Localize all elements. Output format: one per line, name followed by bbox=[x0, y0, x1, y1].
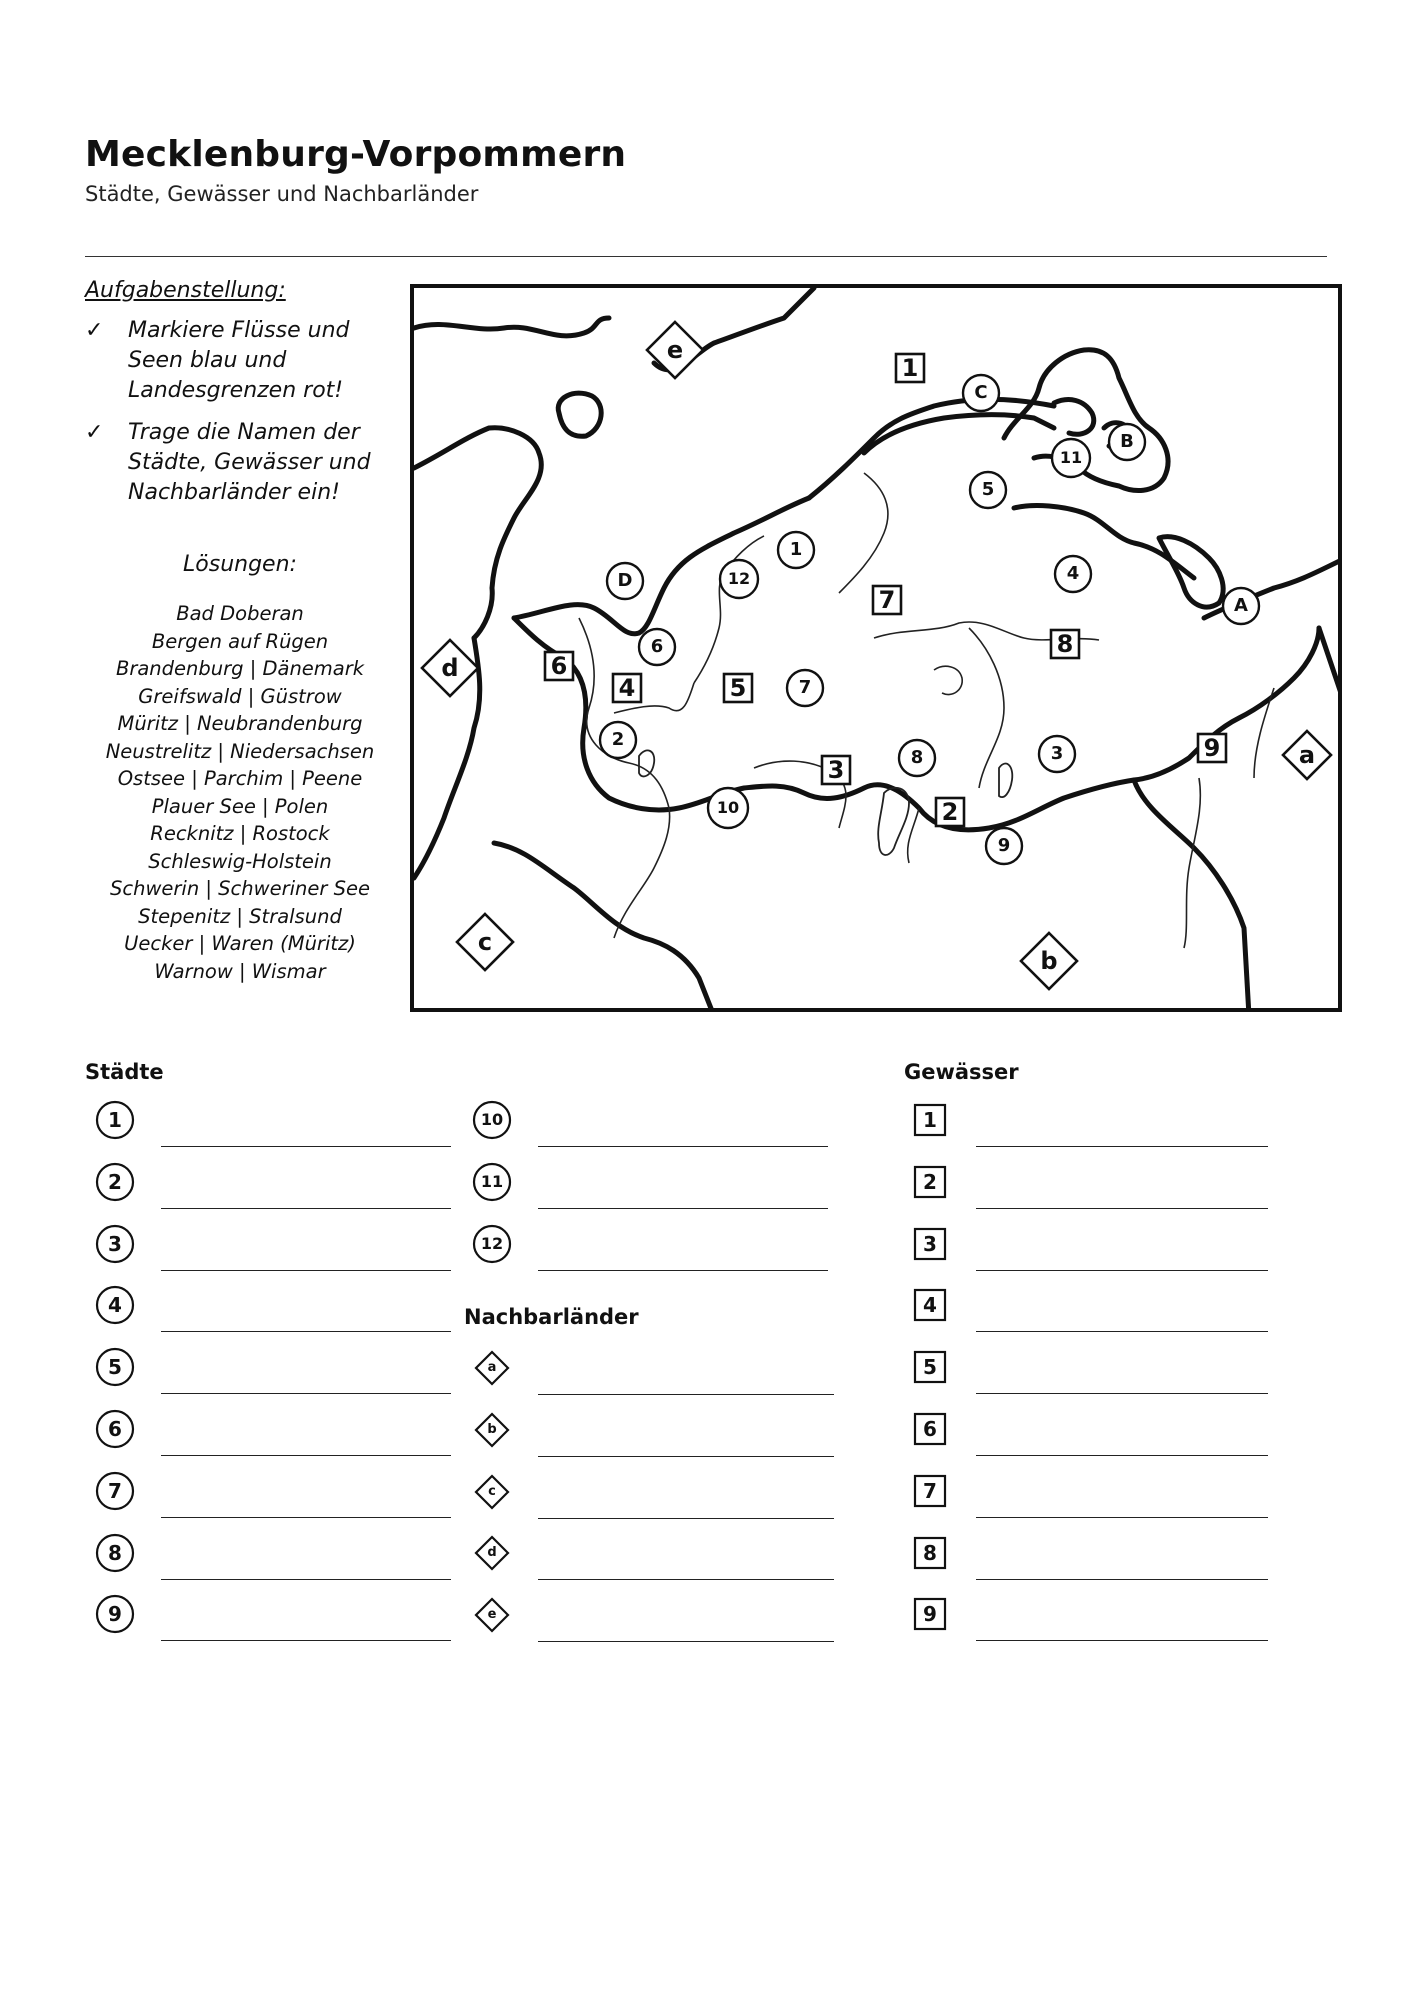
answer-line[interactable] bbox=[538, 1641, 834, 1642]
map-city-label: 9 bbox=[997, 835, 1011, 856]
solution-line: Uecker | Waren (Müritz) bbox=[124, 932, 356, 955]
cities-marker-label: 2 bbox=[108, 1169, 122, 1194]
task-item-2 bbox=[85, 418, 395, 508]
map-island-label: B bbox=[1120, 431, 1134, 452]
waters-marker-label: 2 bbox=[923, 1169, 937, 1194]
countries-marker-label: b bbox=[487, 1421, 497, 1437]
map-city-label: 12 bbox=[727, 569, 751, 588]
answer-line[interactable] bbox=[161, 1146, 451, 1147]
countries-marker-label: c bbox=[488, 1483, 496, 1499]
map-city-label: 8 bbox=[910, 747, 924, 768]
map-city-label: 3 bbox=[1050, 743, 1064, 764]
map-water-label: 7 bbox=[878, 586, 896, 614]
answer-line[interactable] bbox=[161, 1517, 451, 1518]
map-city-markers bbox=[600, 375, 1259, 864]
map-country-label: b bbox=[1040, 947, 1058, 975]
cities-marker-label: 12 bbox=[480, 1233, 504, 1253]
waters-marker-label: 3 bbox=[923, 1231, 937, 1256]
map-city-label: 5 bbox=[981, 479, 995, 500]
map-water-label: 4 bbox=[618, 674, 636, 702]
answer-line[interactable] bbox=[976, 1579, 1268, 1580]
checkmark-icon: ✓ bbox=[85, 420, 104, 445]
solution-line: Schleswig-Holstein bbox=[148, 849, 332, 873]
waters-marker-label: 1 bbox=[923, 1108, 937, 1132]
map-city-label: 4 bbox=[1066, 563, 1080, 584]
answer-line[interactable] bbox=[538, 1579, 834, 1580]
solution-line: Plauer See | Polen bbox=[151, 794, 329, 818]
answer-line[interactable] bbox=[976, 1331, 1268, 1332]
section-heading-waters: Gewässer bbox=[904, 1060, 1019, 1084]
cities-marker-label: 6 bbox=[108, 1417, 122, 1441]
answer-line[interactable] bbox=[538, 1456, 834, 1457]
map-frame bbox=[410, 284, 1342, 1012]
map-water-label: 2 bbox=[941, 798, 959, 826]
map-outline bbox=[414, 288, 1342, 1012]
task-item-text: Markiere Flüsse und Seen blau und Landesgrenzen rot! bbox=[128, 318, 350, 403]
map-island-label: C bbox=[974, 382, 988, 403]
answer-line[interactable] bbox=[538, 1146, 828, 1147]
answer-line[interactable] bbox=[538, 1270, 828, 1271]
answer-line[interactable] bbox=[161, 1640, 451, 1641]
answer-line[interactable] bbox=[161, 1579, 451, 1580]
task-item-text: Trage die Namen der Städte, Gewässer und Nachbarländer ein! bbox=[128, 420, 371, 505]
answer-line[interactable] bbox=[976, 1393, 1268, 1394]
answer-line[interactable] bbox=[538, 1394, 834, 1395]
checkmark-icon: ✓ bbox=[85, 318, 104, 343]
answer-line[interactable] bbox=[976, 1517, 1268, 1518]
map-water-label: 5 bbox=[729, 674, 747, 702]
solution-line: Brandenburg | Dänemark bbox=[115, 657, 365, 680]
answer-line[interactable] bbox=[976, 1146, 1268, 1147]
section-heading-countries: Nachbarländer bbox=[464, 1305, 639, 1329]
map-city-label: 10 bbox=[716, 798, 740, 817]
answer-line[interactable] bbox=[161, 1208, 451, 1209]
countries-marker-label: a bbox=[487, 1360, 497, 1375]
map-water-label: 1 bbox=[901, 354, 919, 382]
section-heading-cities: Städte bbox=[85, 1060, 164, 1084]
answer-line[interactable] bbox=[538, 1208, 828, 1209]
waters-marker-label: 6 bbox=[923, 1417, 937, 1441]
countries-marker-label: d bbox=[487, 1545, 497, 1561]
map-country-label: e bbox=[666, 336, 684, 364]
map-country-label: c bbox=[477, 928, 493, 956]
map-city-label: 2 bbox=[611, 729, 625, 750]
task-item-1 bbox=[85, 316, 395, 406]
solution-line: Warnow | Wismar bbox=[154, 959, 326, 983]
solution-line: Greifswald | Güstrow bbox=[138, 684, 342, 708]
cities-marker-label: 11 bbox=[480, 1171, 504, 1191]
solution-line: Neustrelitz | Niedersachsen bbox=[105, 739, 375, 763]
solution-line: Bad Doberan bbox=[176, 602, 304, 625]
waters-marker-label: 5 bbox=[923, 1355, 937, 1380]
answer-line[interactable] bbox=[976, 1270, 1268, 1271]
solution-line: Bergen auf Rügen bbox=[151, 629, 329, 653]
solution-line: Ostsee | Parchim | Peene bbox=[117, 767, 363, 790]
cities-marker-label: 8 bbox=[108, 1540, 122, 1565]
map-city-label: 7 bbox=[798, 677, 812, 698]
cities-marker-label: 7 bbox=[108, 1478, 122, 1503]
solutions-list bbox=[80, 600, 400, 985]
cities-marker-label: 4 bbox=[108, 1293, 122, 1318]
map-city-label: 6 bbox=[650, 636, 664, 657]
cities-marker-label: 10 bbox=[480, 1110, 504, 1129]
answer-line[interactable] bbox=[161, 1455, 451, 1456]
map-island-label: A bbox=[1234, 595, 1248, 616]
map-water-label: 8 bbox=[1056, 630, 1074, 658]
solutions-heading: Lösungen: bbox=[183, 552, 297, 577]
solution-line: Müritz | Neubrandenburg bbox=[117, 712, 363, 735]
header-divider bbox=[85, 256, 1327, 257]
waters-marker-label: 7 bbox=[923, 1478, 937, 1503]
cities-marker-label: 9 bbox=[108, 1602, 122, 1627]
page-subtitle: Städte, Gewässer und Nachbarländer bbox=[85, 182, 479, 206]
cities-marker-label: 1 bbox=[108, 1108, 122, 1132]
map-city-label: 1 bbox=[789, 539, 803, 560]
cities-marker-label: 5 bbox=[108, 1355, 122, 1380]
answer-line[interactable] bbox=[976, 1455, 1268, 1456]
map-water-label: 9 bbox=[1203, 734, 1221, 762]
map-island-label: D bbox=[617, 570, 633, 591]
waters-marker-label: 4 bbox=[923, 1293, 937, 1318]
countries-marker-label: e bbox=[487, 1607, 497, 1623]
solution-line: Schwerin | Schweriner See bbox=[110, 877, 370, 900]
solution-line: Recknitz | Rostock bbox=[150, 822, 330, 845]
task-heading: Aufgabenstellung: bbox=[85, 278, 286, 303]
page-title: Mecklenburg-Vorpommern bbox=[85, 134, 627, 175]
map-city-label: 11 bbox=[1059, 448, 1083, 467]
solution-line: Stepenitz | Stralsund bbox=[138, 904, 342, 928]
map-country-label: a bbox=[1298, 741, 1316, 769]
waters-marker-label: 8 bbox=[923, 1540, 937, 1565]
waters-marker-label: 9 bbox=[923, 1602, 937, 1627]
answer-line[interactable] bbox=[161, 1393, 451, 1394]
answer-line[interactable] bbox=[161, 1331, 451, 1332]
answer-line[interactable] bbox=[976, 1640, 1268, 1641]
answer-line[interactable] bbox=[976, 1208, 1268, 1209]
map-water-label: 6 bbox=[550, 652, 568, 680]
map-country-label: d bbox=[441, 654, 459, 682]
answer-line[interactable] bbox=[161, 1270, 451, 1271]
map-water-label: 3 bbox=[827, 756, 845, 784]
cities-marker-label: 3 bbox=[108, 1231, 122, 1256]
answer-line[interactable] bbox=[538, 1518, 834, 1519]
